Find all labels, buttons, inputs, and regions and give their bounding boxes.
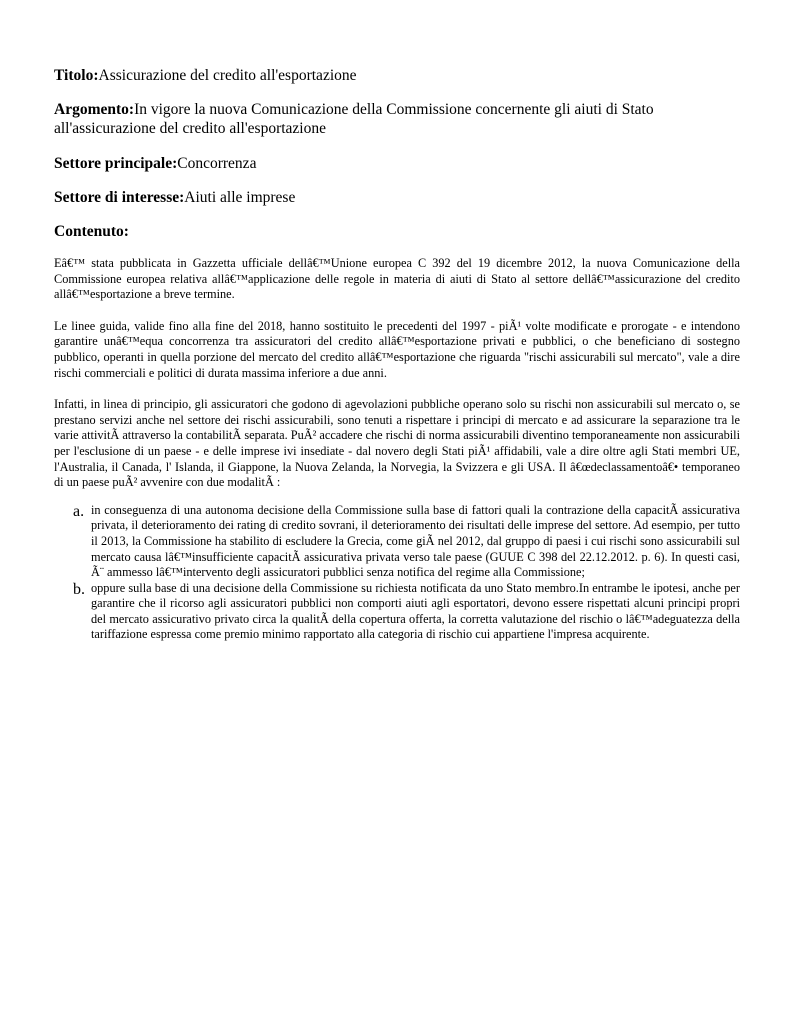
- document-page: [54, 66, 740, 643]
- topic-field: [54, 100, 740, 138]
- title-field: [54, 66, 740, 85]
- interest-sector-value: Aiuti alle imprese: [184, 189, 296, 206]
- list-item-text: in conseguenza di una autonoma decisione della Commissione sulla base di fattori quali la contrazione della capacitÃ assicurativa privata, il deterioramento dei rating di credito sovrani, il deterioramento dei risultati delle imprese del settore. Ad esempio, per tutto il 2013, la Commissione ha stabilito di escludere la Grecia, come giÃ nel 2012, dal gruppo di paesi i cui rischi sono assicurabili sul mercato causa lâ€™insufficiente capacitÃ assicurativa privata verso tale paese (GUUE C 398 del 22.12.2012. p. 6). In questi casi, Ã¨ ammesso lâ€™intervento degli assicuratori pubblici senza notifica del regime alla Commissione;: [91, 502, 740, 580]
- list-marker: b.: [73, 580, 85, 598]
- list-item: [54, 503, 740, 581]
- title-label: Titolo:: [54, 67, 99, 84]
- topic-value: In vigore la nuova Comunicazione della Commissione concernente gli aiuti di Stato all'assicurazione del credito all'esportazione: [54, 101, 654, 137]
- main-sector-field: [54, 154, 740, 173]
- content-paragraph-3: Infatti, in linea di principio, gli assicuratori che godono di agevolazioni pubbliche operano solo su rischi non assicurabili sul mercato o, se prestano servizi anche nel settore dei rischi assicurabili, sono tenuti a rispettare i principi di mercato e ad assicurare la separazione tra le varie attivitÃ attraverso la contabilitÃ separata. PuÃ² accadere che rischi di norma assicurabili diventino temporaneamente non assicurabili per l'esclusione di un paese - e delle imprese ivi insediate - dal novero degli Stati piÃ¹ affidabili, vale a dire oltre agli Stati membri UE, l'Australia, il Canada, l' Islanda, il Giappone, la Nuova Zelanda, la Norvegia, la Svizzera e gli USA. Il â€œdeclassamentoâ€• temporaneo di un paese puÃ² avvenire con due modalitÃ :: [54, 397, 740, 490]
- main-sector-label: Settore principale:: [54, 155, 178, 172]
- list-item: [54, 581, 740, 643]
- list-marker: a.: [73, 502, 85, 520]
- topic-label: Argomento:: [54, 101, 135, 118]
- interest-sector-label: Settore di interesse:: [54, 189, 185, 206]
- interest-sector-field: [54, 188, 740, 207]
- content-heading: Contenuto:: [54, 223, 129, 240]
- content-paragraph-2: Le linee guida, valide fino alla fine del 2018, hanno sostituito le precedenti del 1997 - piÃ¹ volte modificate e prorogate - e intendono garantire unâ€™equa concorrenza tra assicuratori del credito allâ€™esportazione privati e pubblici, o che beneficiano di sostegno pubblico, operanti in quella porzione del mercato del credito allâ€™esportazione che riguarda "rischi assicurabili sul mercato", vale a dire rischi commerciali e politici di durata massima inferiore a due anni.: [54, 318, 740, 380]
- content-paragraph-1: Eâ€™ stata pubblicata in Gazzetta ufficiale dellâ€™Unione europea C 392 del 19 dicembre 2012, la nuova Comunicazione della Commissione europea relativa allâ€™applicazione delle regole in materia di aiuti di Stato al settore dellâ€™assicurazione del credito allâ€™esportazione a breve termine.: [54, 256, 740, 302]
- main-sector-value: Concorrenza: [177, 155, 257, 172]
- modality-list: [54, 503, 740, 643]
- title-value: Assicurazione del credito all'esportazione: [98, 67, 357, 84]
- list-item-text: oppure sulla base di una decisione della Commissione su richiesta notificata da uno Stato membro.In entrambe le ipotesi, anche per garantire che il ricorso agli assicuratori pubblici non comporti aiuti agli esportatori, devono essere rispettati alcuni principi propri del mercato assicurativo privato circa la qualitÃ della copertura offerta, la corretta valutazione del rischio o lâ€™adeguatezza della tariffazione espressa come premio minimo rapportato alla categoria di rischio cui appartiene l'impresa acquirente.: [91, 580, 740, 642]
